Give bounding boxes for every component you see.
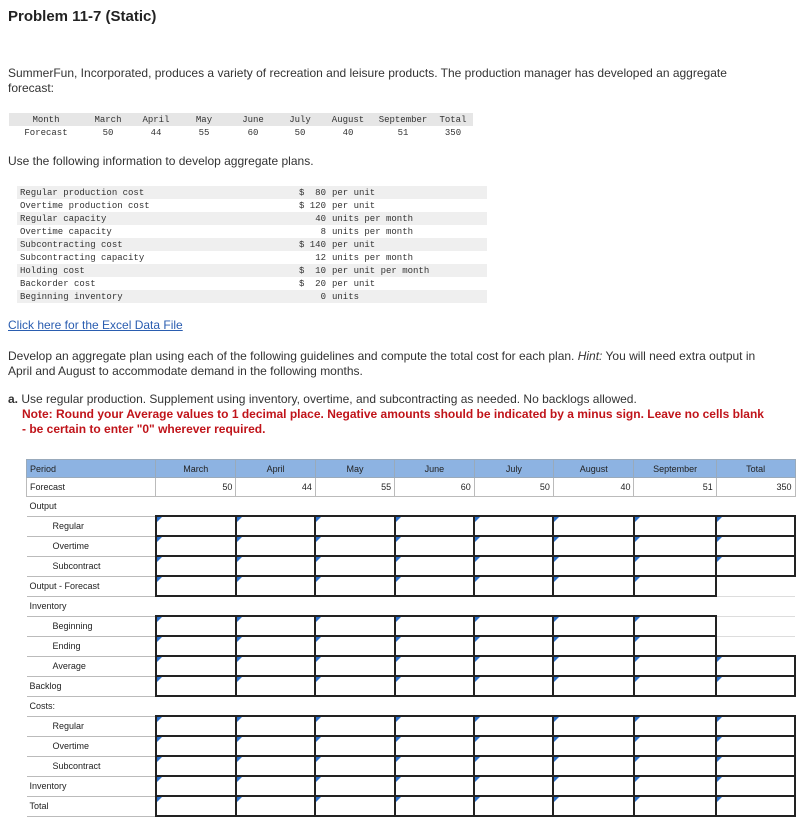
empty-cell: [395, 696, 475, 716]
row-label: Regular: [27, 516, 156, 536]
input-cell-inventory-average[interactable]: [315, 656, 394, 676]
row-inventory-ending: [27, 636, 796, 656]
col-header: August: [553, 460, 634, 478]
row-label: Inventory: [27, 596, 156, 616]
row-label: Ending: [27, 636, 156, 656]
fc-header: August: [323, 113, 373, 126]
input-cell-cost-total[interactable]: [634, 796, 716, 816]
col-header: September: [634, 460, 716, 478]
empty-cell: [236, 497, 315, 517]
param-label: Overtime production cost: [20, 200, 150, 211]
col-header: May: [315, 460, 394, 478]
row-label: Beginning: [27, 616, 156, 636]
input-cell-cost-subcontract[interactable]: [553, 756, 634, 776]
fc-header: July: [277, 113, 323, 126]
input-cell-cost-regular[interactable]: [156, 716, 236, 736]
input-cell-cost-regular[interactable]: [716, 716, 795, 736]
fc-header: Total: [433, 113, 473, 126]
col-header: July: [474, 460, 553, 478]
row-label: Subcontract: [27, 556, 156, 576]
row-label: Costs:: [27, 696, 156, 716]
input-cell-inventory-average[interactable]: [156, 656, 236, 676]
empty-cell: [716, 497, 795, 517]
input-cell-output-subcontract[interactable]: [716, 556, 795, 576]
input-cell-cost-total[interactable]: [315, 796, 394, 816]
input-cell-output-overtime[interactable]: [553, 536, 634, 556]
param-value: $ 10: [293, 264, 329, 277]
fc-cell: 50: [294, 127, 306, 138]
input-cell-cost-inventory[interactable]: [716, 776, 795, 796]
parameter-row: [17, 264, 487, 277]
input-cell-output-overtime[interactable]: [156, 536, 236, 556]
input-cell-cost-inventory[interactable]: [236, 776, 315, 796]
develop-instructions: [8, 349, 768, 379]
parameter-row: [17, 277, 487, 290]
input-cell-inventory-beginning[interactable]: [156, 616, 236, 636]
param-label: Subcontracting cost: [17, 238, 293, 251]
input-cell-cost-regular[interactable]: [236, 716, 315, 736]
problem-title: Problem 11-7 (Static): [8, 8, 157, 25]
row-label: Overtime: [27, 536, 156, 556]
input-cell-output-overtime[interactable]: [634, 536, 716, 556]
input-cell-output-regular[interactable]: [634, 516, 716, 536]
input-cell-backlog[interactable]: [315, 676, 394, 696]
fc-cell: 44: [150, 127, 162, 138]
forecast-value: 40: [553, 478, 634, 497]
empty-cell: [315, 596, 394, 616]
empty-cell: [395, 596, 475, 616]
row-cost-total: [27, 796, 796, 816]
empty-cell: [156, 497, 236, 517]
forecast-table: [9, 113, 473, 139]
row-inventory-average: [27, 656, 796, 676]
input-cell-output-subcontract[interactable]: [156, 556, 236, 576]
input-cell-inventory-average[interactable]: [474, 656, 553, 676]
input-cell-output-overtime[interactable]: [474, 536, 553, 556]
param-unit: per unit: [332, 278, 376, 289]
row-label: Output - Forecast: [27, 576, 156, 596]
input-cell-output-overtime[interactable]: [716, 536, 795, 556]
row-label: Total: [27, 796, 156, 816]
col-header: April: [236, 460, 315, 478]
input-cell-cost-overtime[interactable]: [156, 736, 236, 756]
input-cell-cost-total[interactable]: [474, 796, 553, 816]
input-cell-output-subcontract[interactable]: [315, 556, 394, 576]
forecast-value: 50: [156, 478, 236, 497]
forecast-value: 51: [634, 478, 716, 497]
input-cell-backlog[interactable]: [236, 676, 315, 696]
empty-cell: [474, 596, 553, 616]
input-cell-output-overtime[interactable]: [236, 536, 315, 556]
input-cell-cost-regular[interactable]: [634, 716, 716, 736]
input-cell-output-minus-forecast[interactable]: [395, 576, 475, 596]
input-cell-cost-overtime[interactable]: [474, 736, 553, 756]
input-cell-backlog[interactable]: [553, 676, 634, 696]
parameter-row: [17, 225, 487, 238]
input-cell-output-minus-forecast[interactable]: [315, 576, 394, 596]
input-cell-output-regular[interactable]: [236, 516, 315, 536]
param-value: $ 20: [298, 278, 326, 289]
row-label: Subcontract: [27, 756, 156, 776]
input-cell-cost-total[interactable]: [236, 796, 315, 816]
input-cell-inventory-average[interactable]: [395, 656, 475, 676]
input-cell-backlog[interactable]: [474, 676, 553, 696]
input-cell-output-minus-forecast[interactable]: [156, 576, 236, 596]
input-cell-cost-inventory[interactable]: [474, 776, 553, 796]
parameter-row: [17, 212, 487, 225]
empty-cell: [236, 596, 315, 616]
input-cell-cost-subcontract[interactable]: [395, 756, 475, 776]
input-cell-inventory-ending[interactable]: [553, 636, 634, 656]
row-cost-subcontract: [27, 756, 796, 776]
input-cell-cost-total[interactable]: [553, 796, 634, 816]
input-cell-cost-overtime[interactable]: [553, 736, 634, 756]
part-a-note: Note: Round your Average values to 1 decimal place. Negative amounts should be indicated by a minus sign. Leave no cells blank - be certain to enter "0" wherever required.: [22, 407, 764, 436]
input-cell-cost-regular[interactable]: [474, 716, 553, 736]
row-output-subcontract: [27, 556, 796, 576]
forecast-value: 55: [315, 478, 394, 497]
input-cell-cost-subcontract[interactable]: [474, 756, 553, 776]
input-cell-output-regular[interactable]: [553, 516, 634, 536]
row-inventory-beginning: [27, 616, 796, 636]
input-cell-inventory-beginning[interactable]: [236, 616, 315, 636]
input-cell-cost-total[interactable]: [395, 796, 475, 816]
input-cell-cost-total[interactable]: [716, 796, 795, 816]
empty-cell: [553, 497, 634, 517]
fc-cell: 51: [397, 127, 409, 138]
row-forecast: [27, 478, 796, 497]
instructions-text: Use the following information to develop aggregate plans.: [8, 154, 314, 168]
col-header: Total: [716, 460, 795, 478]
empty-cell: [634, 596, 716, 616]
empty-cell: [716, 596, 795, 616]
empty-cell: [156, 596, 236, 616]
part-a-label: a.: [8, 392, 19, 406]
input-cell-inventory-average[interactable]: [716, 656, 795, 676]
intro-text: SummerFun, Incorporated, produces a variety of recreation and leisure products. The production manager has developed an aggregate forecast:: [8, 66, 727, 95]
empty-cell: [634, 497, 716, 517]
forecast-value: 44: [236, 478, 315, 497]
input-cell-inventory-ending[interactable]: [634, 636, 716, 656]
fc-header: Month: [9, 113, 83, 126]
fc-cell: 50: [102, 127, 114, 138]
hint-label: Hint:: [577, 349, 603, 363]
input-cell-output-overtime[interactable]: [315, 536, 394, 556]
empty-cell: [474, 696, 553, 716]
fc-header: April: [133, 113, 179, 126]
parameter-row: [17, 290, 487, 303]
period-header: Period: [27, 460, 156, 478]
input-cell-output-minus-forecast[interactable]: [634, 576, 716, 596]
row-output-regular: [27, 516, 796, 536]
input-cell-output-regular[interactable]: [474, 516, 553, 536]
empty-cell: [553, 696, 634, 716]
input-cell-inventory-beginning[interactable]: [634, 616, 716, 636]
param-label: Regular production cost: [17, 186, 293, 199]
input-cell-cost-regular[interactable]: [395, 716, 475, 736]
input-cell-output-subcontract[interactable]: [634, 556, 716, 576]
row-costs: [27, 696, 796, 716]
empty-cell: [315, 696, 394, 716]
empty-cell: [634, 696, 716, 716]
param-unit: per unit: [329, 186, 487, 199]
input-cell-cost-inventory[interactable]: [553, 776, 634, 796]
row-label: Backlog: [27, 676, 156, 696]
input-cell-output-minus-forecast[interactable]: [236, 576, 315, 596]
forecast-value: 60: [395, 478, 475, 497]
input-cell-cost-inventory[interactable]: [315, 776, 394, 796]
row-cost-inventory: [27, 776, 796, 796]
row-output: [27, 497, 796, 517]
empty-cell: [315, 497, 394, 517]
param-unit: per unit per month: [329, 264, 487, 277]
param-value: 0: [293, 290, 329, 303]
row-cost-overtime: [27, 736, 796, 756]
fc-header: March: [83, 113, 133, 126]
param-label: Beginning inventory: [17, 290, 293, 303]
input-cell-cost-subcontract[interactable]: [315, 756, 394, 776]
parameter-row: [17, 186, 487, 199]
aggregate-plan-table: [26, 459, 796, 817]
fc-cell: 60: [247, 127, 259, 138]
develop-text-b: You will need extra output in April and August to accommodate demand in the following months.: [8, 349, 756, 378]
empty-cell: [716, 636, 795, 656]
input-cell-cost-subcontract[interactable]: [634, 756, 716, 776]
row-output-overtime: [27, 536, 796, 556]
param-label: Regular capacity: [17, 212, 293, 225]
input-cell-output-regular[interactable]: [156, 516, 236, 536]
input-cell-cost-inventory[interactable]: [156, 776, 236, 796]
input-cell-inventory-ending[interactable]: [156, 636, 236, 656]
input-cell-inventory-average[interactable]: [236, 656, 315, 676]
input-cell-inventory-beginning[interactable]: [315, 616, 394, 636]
input-cell-cost-subcontract[interactable]: [716, 756, 795, 776]
input-cell-output-subcontract[interactable]: [474, 556, 553, 576]
input-cell-inventory-beginning[interactable]: [395, 616, 475, 636]
fc-cell: Forecast: [24, 127, 68, 138]
param-value: 40: [293, 212, 329, 225]
input-cell-output-subcontract[interactable]: [395, 556, 475, 576]
input-cell-inventory-beginning[interactable]: [553, 616, 634, 636]
param-value: 12: [315, 252, 326, 263]
input-cell-cost-inventory[interactable]: [634, 776, 716, 796]
input-cell-inventory-average[interactable]: [553, 656, 634, 676]
empty-cell: [156, 696, 236, 716]
part-a-text: Use regular production. Supplement using inventory, overtime, and subcontracting as needed. No backlogs allowed.: [18, 392, 637, 406]
fc-header: May: [179, 113, 229, 126]
input-cell-output-regular[interactable]: [716, 516, 795, 536]
row-label: Output: [27, 497, 156, 517]
develop-text-a: Develop an aggregate plan using each of the following guidelines and compute the total cost for each plan.: [8, 349, 578, 363]
input-cell-output-overtime[interactable]: [395, 536, 475, 556]
row-output-minus-forecast: [27, 576, 796, 596]
input-cell-backlog[interactable]: [156, 676, 236, 696]
parameter-row: [17, 238, 487, 251]
input-cell-output-subcontract[interactable]: [236, 556, 315, 576]
fc-cell: 55: [198, 127, 210, 138]
input-cell-inventory-beginning[interactable]: [474, 616, 553, 636]
param-value: $ 140: [293, 238, 329, 251]
row-backlog: [27, 676, 796, 696]
param-value: $ 80: [293, 186, 329, 199]
input-cell-output-subcontract[interactable]: [553, 556, 634, 576]
input-cell-cost-inventory[interactable]: [395, 776, 475, 796]
param-unit: per unit: [332, 200, 376, 211]
input-cell-output-regular[interactable]: [395, 516, 475, 536]
row-label: Regular: [27, 716, 156, 736]
param-value: $ 120: [298, 200, 326, 211]
fc-header: September: [373, 113, 433, 126]
input-cell-output-minus-forecast[interactable]: [553, 576, 634, 596]
input-cell-cost-subcontract[interactable]: [156, 756, 236, 776]
input-cell-inventory-ending[interactable]: [236, 636, 315, 656]
param-unit: units per month: [329, 212, 487, 225]
input-cell-inventory-ending[interactable]: [474, 636, 553, 656]
input-cell-cost-overtime[interactable]: [716, 736, 795, 756]
row-inventory: [27, 596, 796, 616]
input-cell-inventory-average[interactable]: [634, 656, 716, 676]
input-cell-cost-overtime[interactable]: [236, 736, 315, 756]
row-cost-regular: [27, 716, 796, 736]
empty-cell: [716, 616, 795, 636]
part-a-prompt: [8, 392, 768, 437]
input-cell-cost-subcontract[interactable]: [236, 756, 315, 776]
input-cell-cost-overtime[interactable]: [315, 736, 394, 756]
input-cell-inventory-ending[interactable]: [395, 636, 475, 656]
empty-cell: [716, 696, 795, 716]
col-header: March: [156, 460, 236, 478]
input-cell-output-minus-forecast[interactable]: [474, 576, 553, 596]
param-value: 8: [320, 226, 326, 237]
fc-header: June: [229, 113, 277, 126]
row-label: Inventory: [27, 776, 156, 796]
empty-cell: [236, 696, 315, 716]
forecast-value: 350: [716, 478, 795, 497]
input-cell-backlog[interactable]: [634, 676, 716, 696]
param-label: Backorder cost: [20, 278, 96, 289]
parameters-table: [17, 186, 487, 303]
empty-cell: [553, 596, 634, 616]
empty-cell: [716, 576, 795, 596]
input-cell-cost-overtime[interactable]: [634, 736, 716, 756]
empty-cell: [474, 497, 553, 517]
input-cell-cost-total[interactable]: [156, 796, 236, 816]
row-label: Average: [27, 656, 156, 676]
parameter-row: [17, 251, 487, 264]
row-label: Forecast: [27, 478, 156, 497]
input-cell-inventory-ending[interactable]: [315, 636, 394, 656]
forecast-value: 50: [474, 478, 553, 497]
param-label: Overtime capacity: [20, 226, 112, 237]
row-label: Overtime: [27, 736, 156, 756]
param-unit: units: [329, 290, 487, 303]
param-label: Subcontracting capacity: [20, 252, 145, 263]
fc-cell: 40: [342, 127, 354, 138]
input-cell-output-regular[interactable]: [315, 516, 394, 536]
parameter-row: [17, 199, 487, 212]
empty-cell: [395, 497, 475, 517]
excel-data-link[interactable]: Click here for the Excel Data File: [8, 318, 183, 332]
input-cell-backlog[interactable]: [716, 676, 795, 696]
col-header: June: [395, 460, 475, 478]
param-unit: units per month: [332, 226, 414, 237]
input-cell-cost-overtime[interactable]: [395, 736, 475, 756]
input-cell-backlog[interactable]: [395, 676, 475, 696]
param-unit: units per month: [332, 252, 414, 263]
input-cell-cost-regular[interactable]: [553, 716, 634, 736]
input-cell-cost-regular[interactable]: [315, 716, 394, 736]
param-label: Holding cost: [17, 264, 293, 277]
param-unit: per unit: [329, 238, 487, 251]
fc-cell: 350: [444, 127, 462, 138]
